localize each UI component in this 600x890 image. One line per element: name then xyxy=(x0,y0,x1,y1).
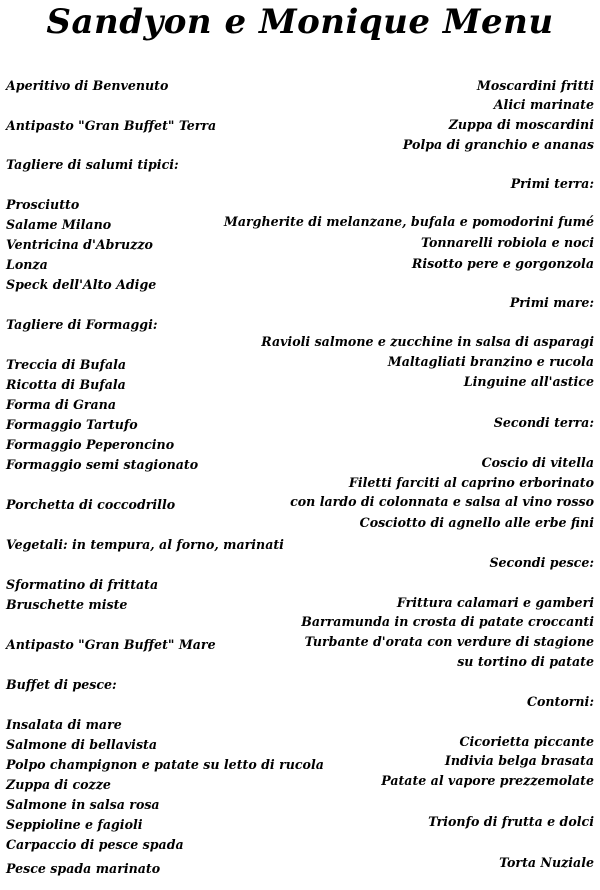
menu-item: Ravioli salmone e zucchine in salsa di asparagi xyxy=(261,334,594,349)
menu-item: Aperitivo di Benvenuto xyxy=(6,78,169,93)
section-heading: Buffet di pesce: xyxy=(6,677,117,692)
menu-item: Cosciotto di agnello alle erbe fini xyxy=(359,515,594,530)
menu-item: Polpa di granchio e ananas xyxy=(402,137,594,152)
menu-title: Sandyon e Monique Menu xyxy=(46,2,554,42)
section-heading: Tagliere di salumi tipici: xyxy=(6,157,179,172)
menu-item: Barramunda in crosta di patate croccanti xyxy=(301,614,594,629)
section-heading: Contorni: xyxy=(526,694,594,709)
menu-item: Formaggio Tartufo xyxy=(6,417,138,432)
menu-item: Salmone di bellavista xyxy=(6,737,158,752)
section-heading: Secondi terra: xyxy=(493,415,594,430)
menu-item: Cicorietta piccante xyxy=(459,734,594,749)
menu-item: con lardo di colonnata e salsa al vino rosso xyxy=(290,494,594,509)
section-heading: Antipasto "Gran Buffet" Mare xyxy=(6,637,216,652)
menu-item: Salame Milano xyxy=(6,217,112,232)
menu-item: Margherite di melanzane, bufala e pomodorini fumé xyxy=(223,214,594,229)
menu-item: Torta Nuziale xyxy=(499,855,594,870)
menu-item: Alici marinate xyxy=(493,97,594,112)
menu-item: Sformatino di frittata xyxy=(6,577,159,592)
section-heading: Primi mare: xyxy=(509,295,594,310)
menu-item: Lonza xyxy=(6,257,48,272)
section-heading: Secondi pesce: xyxy=(489,555,594,570)
menu-item: Moscardini fritti xyxy=(476,78,594,93)
menu-item: Prosciutto xyxy=(6,197,80,212)
section-heading: Antipasto "Gran Buffet" Terra xyxy=(6,118,217,133)
menu-item: Risotto pere e gorgonzola xyxy=(411,256,594,271)
section-heading: Vegetali: in tempura, al forno, marinati xyxy=(6,537,284,552)
menu-item: Maltagliati branzino e rucola xyxy=(387,354,594,369)
menu-item: Linguine all'astice xyxy=(463,374,594,389)
menu-item: Tonnarelli robiola e noci xyxy=(421,235,594,250)
menu-item: Treccia di Bufala xyxy=(6,357,127,372)
menu-item: Filetti farciti al caprino erborinato xyxy=(348,475,594,490)
menu-item: Forma di Grana xyxy=(6,397,116,412)
menu-item: Pesce spada marinato xyxy=(6,861,161,876)
menu-item: Salmone in salsa rosa xyxy=(6,797,160,812)
menu-item: Formaggio Peperoncino xyxy=(6,437,175,452)
menu-item: Speck dell'Alto Adige xyxy=(6,277,157,292)
menu-item: Trionfo di frutta e dolci xyxy=(428,814,594,829)
menu-item: Seppioline e fagioli xyxy=(6,817,143,832)
menu-item: Polpo champignon e patate su letto di rucola xyxy=(6,757,324,772)
menu-item: Indivia belga brasata xyxy=(444,753,594,768)
menu-item: Zuppa di moscardini xyxy=(448,117,594,132)
menu-item: Frittura calamari e gamberi xyxy=(396,595,594,610)
menu-item: Ventricina d'Abruzzo xyxy=(6,237,153,252)
menu-item: su tortino di patate xyxy=(457,654,594,669)
menu-item: Turbante d'orata con verdure di stagione xyxy=(304,634,594,649)
menu-item: Carpaccio di pesce spada xyxy=(6,837,184,852)
menu-item: Formaggio semi stagionato xyxy=(6,457,199,472)
menu-item: Coscio di vitella xyxy=(481,455,594,470)
section-heading: Primi terra: xyxy=(510,176,594,191)
menu-item: Zuppa di cozze xyxy=(6,777,111,792)
menu-item: Bruschette miste xyxy=(6,597,128,612)
menu-item: Ricotta di Bufala xyxy=(6,377,126,392)
section-heading: Tagliere di Formaggi: xyxy=(6,317,158,332)
menu-item: Patate al vapore prezzemolate xyxy=(381,773,594,788)
menu-item: Insalata di mare xyxy=(6,717,122,732)
menu-item: Porchetta di coccodrillo xyxy=(6,497,176,512)
